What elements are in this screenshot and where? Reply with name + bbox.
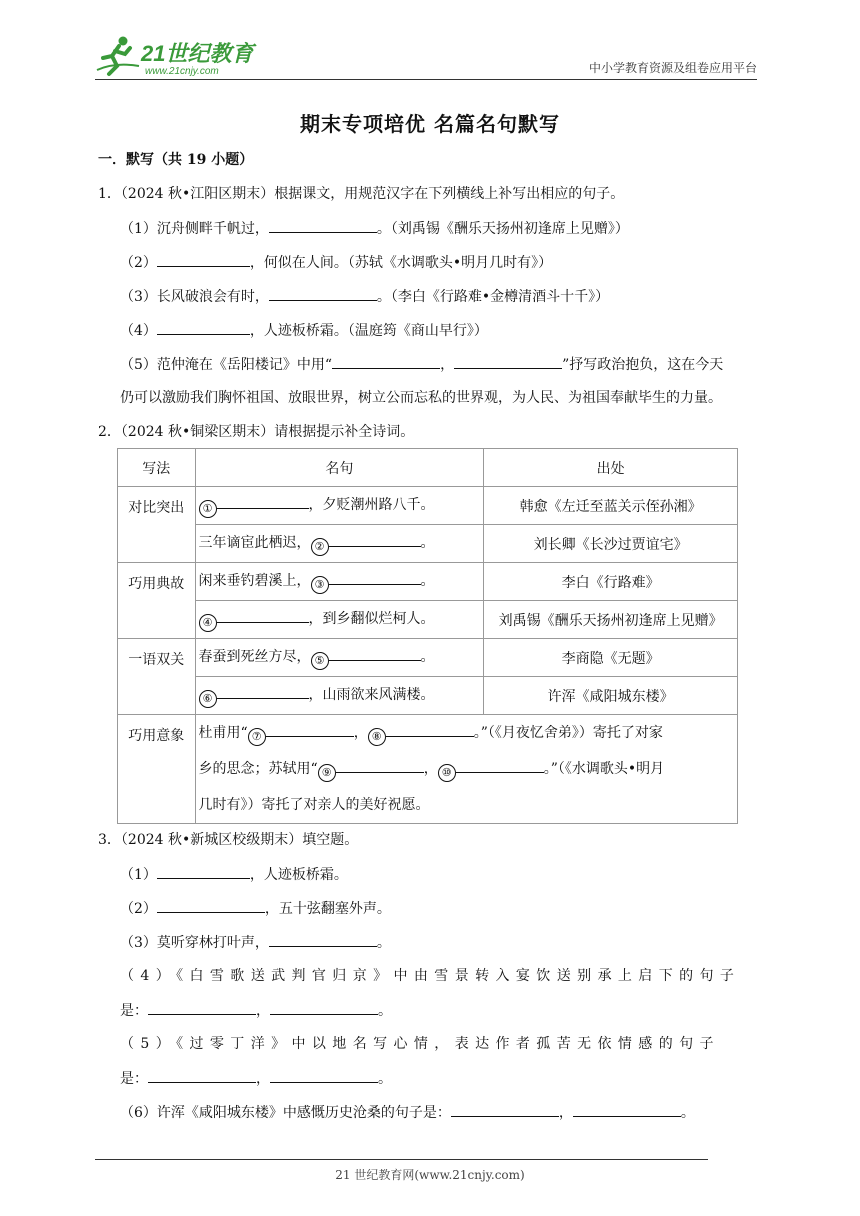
q1-item-3: （3）长风破浪会有时， 。（李白《行路难•金樽清酒斗十千》） <box>120 286 609 307</box>
q3-item-2: （2） ，五十弦翻塞外声。 <box>120 898 391 919</box>
answer-blank[interactable] <box>456 758 544 773</box>
answer-blank[interactable] <box>454 354 562 369</box>
answer-blank[interactable] <box>332 354 440 369</box>
answer-blank[interactable] <box>217 494 309 509</box>
table-header-row <box>118 449 738 487</box>
q1-item-5-continued: 仍可以激励我们胸怀祖国、放眼世界，树立公而忘私的世界观，为人民、为祖国奉献毕生的力量。 <box>120 390 722 406</box>
table-row <box>118 601 738 639</box>
answer-blank[interactable] <box>573 1102 681 1117</box>
table-row <box>118 677 738 715</box>
column-header: 名句 <box>195 449 484 487</box>
answer-blank[interactable] <box>148 1000 256 1015</box>
answer-blank[interactable] <box>157 320 250 335</box>
footer-divider <box>95 1159 708 1160</box>
q3-item-1: （1） ，人迹板桥霜。 <box>120 864 348 885</box>
question-3-stem: 3．（2024 秋•新城区校级期末）填空题。 <box>98 832 359 848</box>
q1-item-5: （5）范仲淹在《岳阳楼记》中用“ ， ”抒写政治抱负，这在今天 <box>120 354 723 375</box>
table-row <box>118 487 738 525</box>
table-row <box>118 563 738 601</box>
svg-text:21世纪教育: 21世纪教育 <box>141 41 254 66</box>
section-heading: 一．默写（共 19 小题） <box>98 152 254 168</box>
answer-blank[interactable] <box>270 1068 378 1083</box>
verse-cell: 闲来垂钓碧溪上， ③ 。 <box>195 563 484 601</box>
site-logo <box>95 34 275 78</box>
verse-cell: ⑥ ，山雨欲来风满楼。 <box>195 677 484 715</box>
question-2-stem: 2．（2024 秋•铜梁区期末）请根据提示补全诗词。 <box>98 424 415 440</box>
answer-blank[interactable] <box>451 1102 559 1117</box>
answer-blank[interactable] <box>157 864 250 879</box>
answer-blank[interactable] <box>217 684 309 699</box>
answer-blank[interactable] <box>329 532 421 547</box>
technique-cell: 一语双关 <box>118 639 196 715</box>
page-footer: 21 世纪教育网(www.21cnjy.com) <box>335 1168 525 1182</box>
source-cell: 刘长卿《长沙过贾谊宅》 <box>484 525 738 563</box>
q1-item-2: （2） ，何似在人间。（苏轼《水调歌头•明月几时有》） <box>120 252 552 273</box>
verse-cell: 三年谪宦此栖迟， ② 。 <box>195 525 484 563</box>
answer-blank[interactable] <box>386 722 474 737</box>
platform-tagline: 中小学教育资源及组卷应用平台 <box>588 61 757 75</box>
answer-blank[interactable] <box>336 758 424 773</box>
verse-cell: 春蚕到死丝方尽， ⑤ 。 <box>195 639 484 677</box>
q3-item-4: （4）《白雪歌送武判官归京》中由雪景转入宴饮送别承上启下的句子 <box>120 968 741 984</box>
table-row <box>118 639 738 677</box>
imagery-verse-cell: 杜甫用“ ⑦ ， ⑧ 。”（《月夜忆舍弟》）寄托了对家 乡的思念；苏轼用“ ⑨ ， ⑩ 。”（《水调歌头•明月 几时有》）寄托了对亲人的美好祝愿。 <box>195 715 737 824</box>
source-cell: 韩愈《左迁至蓝关示侄孙湘》 <box>484 487 738 525</box>
poem-table <box>117 448 738 824</box>
answer-blank[interactable] <box>329 646 421 661</box>
q1-item-4: （4） ，人迹板桥霜。（温庭筠《商山早行》） <box>120 320 488 341</box>
answer-blank[interactable] <box>157 252 250 267</box>
verse-cell: ④ ，到乡翻似烂柯人。 <box>195 601 484 639</box>
answer-blank[interactable] <box>148 1068 256 1083</box>
column-header: 写法 <box>118 449 196 487</box>
page-header <box>95 34 757 80</box>
verse-cell: ① ，夕贬潮州路八千。 <box>195 487 484 525</box>
q3-item-6: （6）许浑《咸阳城东楼》中感慨历史沧桑的句子是： ， 。 <box>120 1102 695 1123</box>
answer-blank[interactable] <box>269 932 377 947</box>
column-header: 出处 <box>484 449 738 487</box>
technique-cell: 巧用典故 <box>118 563 196 639</box>
source-cell: 李商隐《无题》 <box>484 639 738 677</box>
technique-cell: 巧用意象 <box>118 715 196 824</box>
answer-blank[interactable] <box>157 898 265 913</box>
answer-blank[interactable] <box>269 286 377 301</box>
q3-item-5-continued: 是： ， 。 <box>120 1068 392 1089</box>
svg-text:www.21cnjy.com: www.21cnjy.com <box>145 66 219 77</box>
source-cell: 许浑《咸阳城东楼》 <box>484 677 738 715</box>
answer-blank[interactable] <box>217 608 309 623</box>
q1-item-1: （1）沉舟侧畔千帆过， 。（刘禹锡《酬乐天扬州初逢席上见赠》） <box>120 218 629 239</box>
answer-blank[interactable] <box>269 218 377 233</box>
document-title: 期末专项培优 名篇名句默写 <box>300 112 560 136</box>
answer-blank[interactable] <box>266 722 354 737</box>
table-row <box>118 525 738 563</box>
source-cell: 李白《行路难》 <box>484 563 738 601</box>
answer-blank[interactable] <box>270 1000 378 1015</box>
runner-icon <box>97 37 139 75</box>
q3-item-4-continued: 是： ， 。 <box>120 1000 392 1021</box>
source-cell: 刘禹锡《酬乐天扬州初逢席上见赠》 <box>484 601 738 639</box>
technique-cell: 对比突出 <box>118 487 196 563</box>
question-1-stem: 1．（2024 秋•江阳区期末）根据课文，用规范汉字在下列横线上补写出相应的句子。 <box>98 186 625 202</box>
table-row <box>118 715 738 824</box>
q3-item-5: （5）《过零丁洋》中以地名写心情，表达作者孤苦无依情感的句子 <box>120 1036 720 1052</box>
q3-item-3: （3）莫听穿林打叶声， 。 <box>120 932 391 953</box>
answer-blank[interactable] <box>329 570 421 585</box>
